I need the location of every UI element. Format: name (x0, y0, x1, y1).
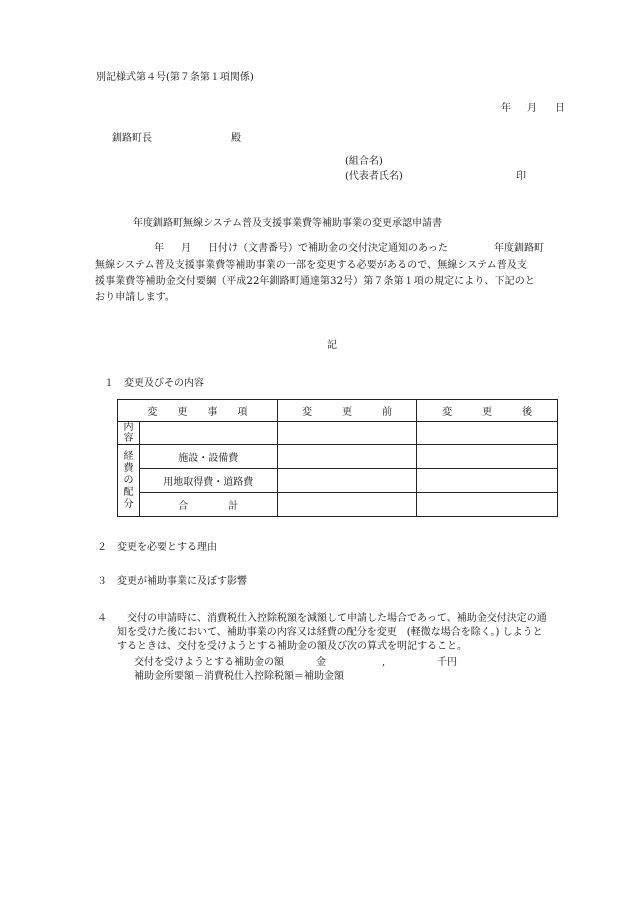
amount-label: 交付を受けようとする補助金の額 (134, 657, 284, 668)
section-4-text: 交付の申請時に、消費税仕入控除税額を減額して申請した場合であって、補助金交付決定の通知を受けた後において、補助事業の内容又は経費の配分を変更 (軽微な場合を除く。) しようとするときは、交付を受けようとする補助金の額及び次の算式を明記すること。 (117, 613, 547, 652)
document-title: 年度釧路町無線システム普及支援事業費等補助事業の変更承認申請書 (133, 218, 442, 229)
total-before-cell (277, 493, 417, 517)
header-after: 変 更 後 (417, 400, 558, 422)
alloc-item-total: 合 計 (139, 493, 277, 517)
alloc-item-land: 用地取得費・道路費 (139, 469, 277, 493)
facility-before-cell (277, 445, 417, 469)
content-label: 内容 (118, 422, 140, 445)
content-after-cell (417, 422, 558, 445)
change-table (117, 399, 558, 517)
body-line1-tail: 年度釧路町 (494, 243, 544, 254)
header-change-item: 変 更 事 項 (118, 400, 278, 422)
table-row-land (118, 469, 558, 493)
alloc-item-facility: 施設・設備費 (139, 445, 277, 469)
header-before: 変 更 前 (277, 400, 417, 422)
body-line1-text: 日付け（文書番号）で補助金の交付決定通知のあった (208, 243, 448, 254)
date-year: 年 (501, 103, 511, 114)
land-before-cell (277, 469, 417, 493)
table-header-row (118, 400, 558, 422)
amount-comma: , (382, 657, 386, 668)
union-label: (組合名) (345, 156, 383, 167)
section-2-heading: ２ 変更を必要とする理由 (97, 542, 217, 553)
date-day: 日 (555, 103, 565, 114)
section-1-heading: １ 変更及びその内容 (104, 378, 204, 389)
section-3-heading: ３ 変更が補助事業に及ぼす影響 (97, 576, 247, 587)
body-text: 無線システム普及支援事業費等補助事業の一部を変更する必要があるので、無線システム普及支援事業費等補助金交付要綱（平成22年釧路町通達第32号）第７条第１項の規定により、下記のとおり申請します。 (95, 260, 535, 303)
land-after-cell (417, 469, 558, 493)
body-month: 月 (181, 243, 191, 254)
addressee-name: 釧路町長 (112, 133, 152, 144)
date-month: 月 (527, 103, 537, 114)
amount-unit: 千円 (437, 657, 457, 668)
section-4-number: ４ (97, 613, 107, 624)
ki-heading: 記 (327, 340, 337, 351)
content-cell (139, 422, 277, 445)
facility-after-cell (417, 445, 558, 469)
seal-mark: 印 (516, 171, 526, 182)
addressee-honorific: 殿 (231, 133, 241, 144)
total-after-cell (417, 493, 558, 517)
table-row-content (118, 422, 558, 445)
alloc-label: 経費の配分 (118, 445, 140, 517)
body-year: 年 (154, 243, 164, 254)
content-before-cell (277, 422, 417, 445)
table-row-facility (118, 445, 558, 469)
representative-label: (代表者氏名) (345, 171, 403, 182)
form-id: 別記様式第４号(第７条第１項関係) (96, 72, 254, 83)
table-row-total (118, 493, 558, 517)
amount-prefix: 金 (316, 657, 326, 668)
formula: 補助金所要額－消費税仕入控除税額＝補助金額 (134, 671, 344, 682)
